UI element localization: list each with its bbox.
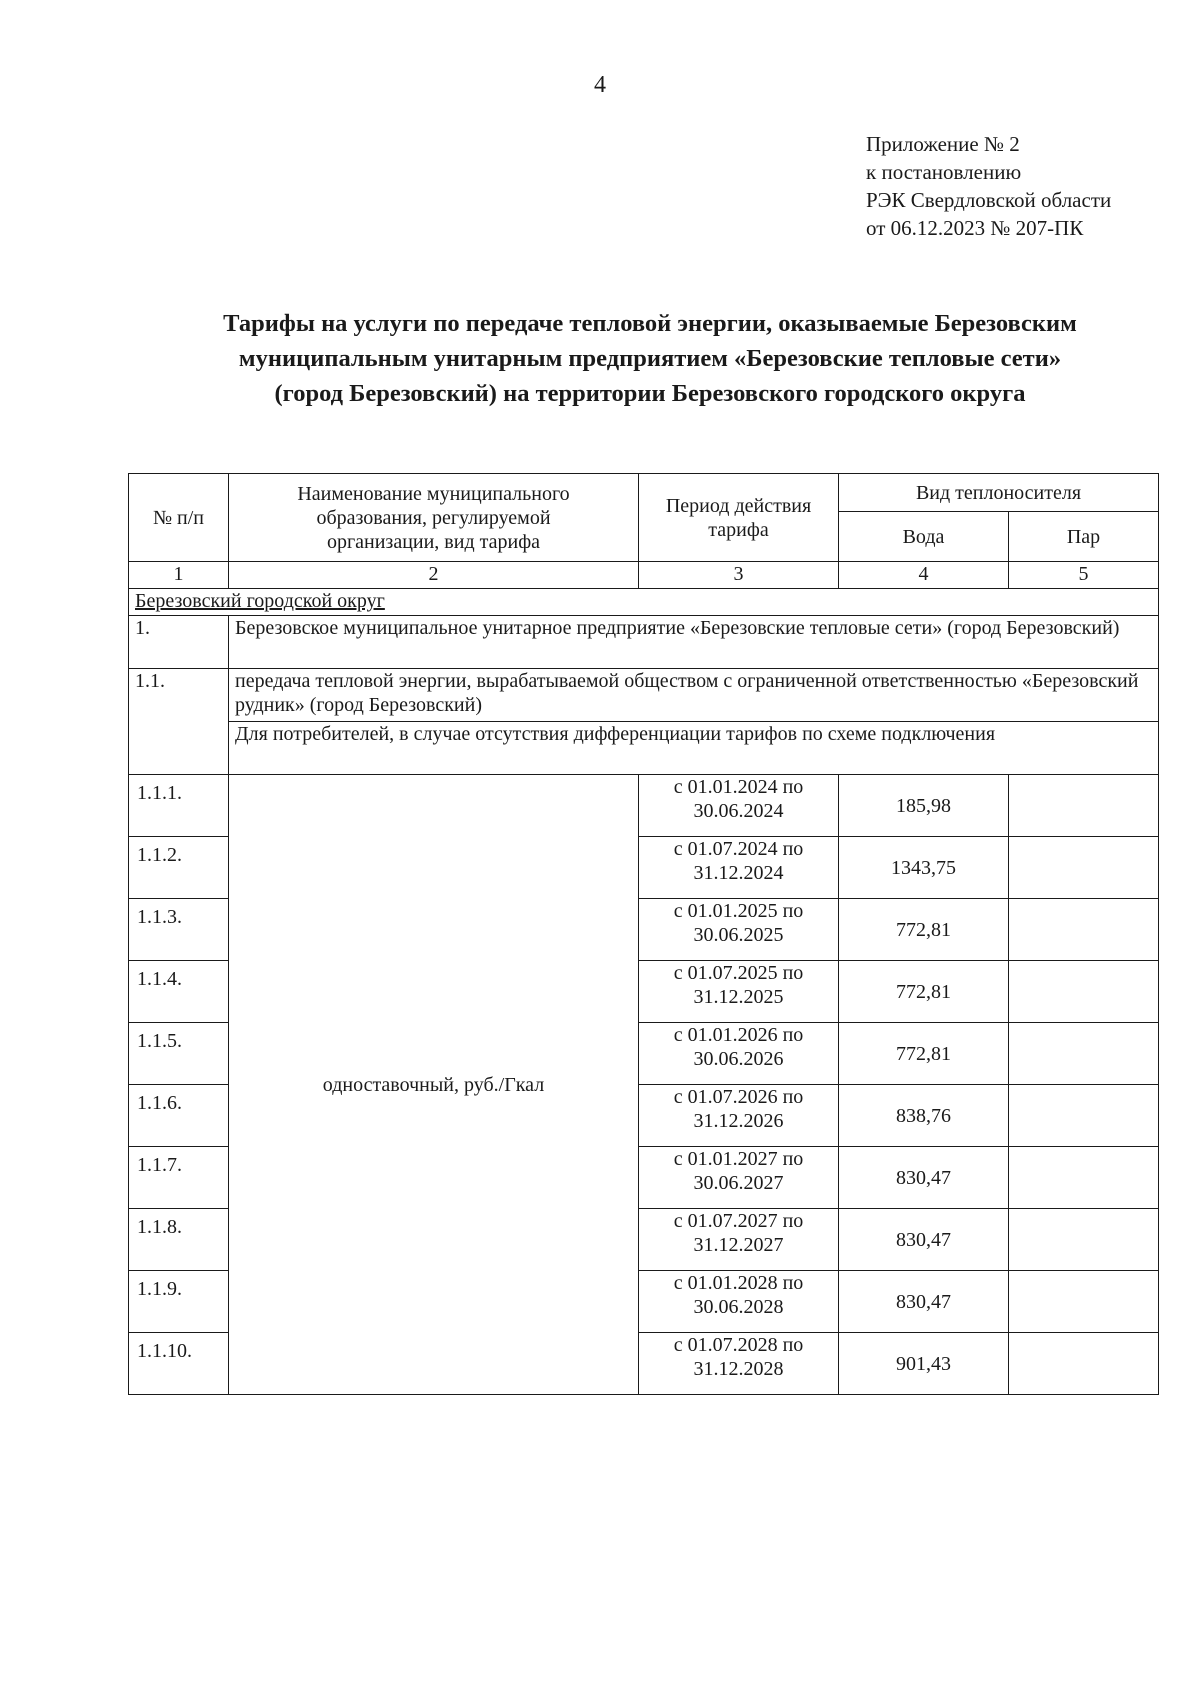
column-number: 1 <box>129 562 229 589</box>
consumers-row <box>129 722 1159 775</box>
period-to: 30.06.2028 <box>693 1296 784 1318</box>
water-tariff: 830,47 <box>839 1147 1009 1209</box>
water-tariff: 901,43 <box>839 1333 1009 1395</box>
row-code: 1.1.5. <box>129 1023 229 1085</box>
tariff-period <box>639 961 839 1023</box>
tariff-period <box>639 1271 839 1333</box>
table-row <box>129 775 1159 837</box>
row-code: 1.1.2. <box>129 837 229 899</box>
water-tariff: 185,98 <box>839 775 1009 837</box>
appendix-note <box>866 130 1111 242</box>
tariff-period <box>639 1333 839 1395</box>
section-title: Березовский городской округ <box>129 589 1159 616</box>
period-to: 31.12.2028 <box>693 1358 784 1380</box>
period-from: с 01.01.2026 по <box>673 1024 804 1046</box>
tariff-period <box>639 775 839 837</box>
period-from: с 01.01.2025 по <box>673 900 804 922</box>
row-code: 1.1.1. <box>129 775 229 837</box>
water-tariff: 838,76 <box>839 1085 1009 1147</box>
title-line: муниципальным унитарным предприятием «Березовские тепловые сети» <box>238 345 1062 372</box>
header-carrier: Вид теплоносителя <box>839 474 1159 512</box>
consumers-note: Для потребителей, в случае отсутствия дифференциации тарифов по схеме подключения <box>229 722 1159 775</box>
steam-tariff <box>1009 961 1159 1023</box>
period-from: с 01.01.2024 по <box>673 776 804 798</box>
tariff-period <box>639 1023 839 1085</box>
column-number: 4 <box>839 562 1009 589</box>
water-tariff: 1343,75 <box>839 837 1009 899</box>
header-period: Период действия тарифа <box>639 474 839 562</box>
column-number: 2 <box>229 562 639 589</box>
tariffs-table <box>128 473 1159 1395</box>
water-tariff: 772,81 <box>839 961 1009 1023</box>
title-line: Тарифы на услуги по передаче тепловой энергии, оказываемые Березовским <box>223 310 1077 337</box>
steam-tariff <box>1009 899 1159 961</box>
period-from: с 01.01.2027 по <box>673 1148 804 1170</box>
period-from: с 01.07.2026 по <box>673 1086 804 1108</box>
appendix-line: к постановлению <box>866 160 1022 184</box>
organization-name: Березовское муниципальное унитарное предприятие «Березовские тепловые сети» (город Березовский) <box>229 616 1159 669</box>
row-code: 1. <box>129 616 229 669</box>
column-number: 5 <box>1009 562 1159 589</box>
row-code: 1.1.10. <box>129 1333 229 1395</box>
page-number: 4 <box>594 72 606 98</box>
tariff-period <box>639 1085 839 1147</box>
header-water: Вода <box>839 512 1009 562</box>
appendix-line: Приложение № 2 <box>866 132 1020 156</box>
row-code: 1.1.8. <box>129 1209 229 1271</box>
column-number: 3 <box>639 562 839 589</box>
period-from: с 01.01.2028 по <box>673 1272 804 1294</box>
row-code: 1.1.7. <box>129 1147 229 1209</box>
title-line: (город Березовский) на территории Березовского городского округа <box>274 380 1026 407</box>
steam-tariff <box>1009 1023 1159 1085</box>
header-row <box>129 474 1159 512</box>
header-num: № п/п <box>129 474 229 562</box>
tariff-period <box>639 1209 839 1271</box>
water-tariff: 772,81 <box>839 899 1009 961</box>
period-from: с 01.07.2027 по <box>673 1210 804 1232</box>
period-from: с 01.07.2024 по <box>673 838 804 860</box>
period-to: 31.12.2024 <box>693 862 784 884</box>
period-to: 30.06.2026 <box>693 1048 784 1070</box>
steam-tariff <box>1009 775 1159 837</box>
period-to: 31.12.2026 <box>693 1110 784 1132</box>
period-to: 30.06.2024 <box>693 800 784 822</box>
organization-row <box>129 616 1159 669</box>
tariff-period <box>639 899 839 961</box>
service-row <box>129 669 1159 722</box>
row-code: 1.1.3. <box>129 899 229 961</box>
period-to: 31.12.2025 <box>693 986 784 1008</box>
section-row <box>129 589 1159 616</box>
period-from: с 01.07.2025 по <box>673 962 804 984</box>
tariff-type: одноставочный, руб./Гкал <box>229 775 639 1395</box>
tariff-rows <box>129 775 1159 1395</box>
tariff-period <box>639 1147 839 1209</box>
header-steam: Пар <box>1009 512 1159 562</box>
period-to: 30.06.2025 <box>693 924 784 946</box>
row-code: 1.1.9. <box>129 1271 229 1333</box>
tariff-period <box>639 837 839 899</box>
water-tariff: 772,81 <box>839 1023 1009 1085</box>
steam-tariff <box>1009 1333 1159 1395</box>
water-tariff: 830,47 <box>839 1209 1009 1271</box>
steam-tariff <box>1009 1147 1159 1209</box>
steam-tariff <box>1009 837 1159 899</box>
steam-tariff <box>1009 1271 1159 1333</box>
row-code: 1.1. <box>129 669 229 775</box>
period-from: с 01.07.2028 по <box>673 1334 804 1356</box>
period-to: 30.06.2027 <box>693 1172 784 1194</box>
row-code: 1.1.4. <box>129 961 229 1023</box>
header-name: Наименование муниципального образования, регулируемой организации, вид тарифа <box>229 474 639 562</box>
steam-tariff <box>1009 1085 1159 1147</box>
row-code: 1.1.6. <box>129 1085 229 1147</box>
document-title <box>150 306 1150 411</box>
appendix-line: РЭК Свердловской области <box>866 188 1112 212</box>
service-name: передача тепловой энергии, вырабатываемой обществом с ограниченной ответственностью «Березовский рудник» (город Березовский) <box>229 669 1159 722</box>
appendix-line: от 06.12.2023 № 207-ПК <box>866 216 1084 240</box>
column-numbers-row <box>129 562 1159 589</box>
water-tariff: 830,47 <box>839 1271 1009 1333</box>
period-to: 31.12.2027 <box>693 1234 784 1256</box>
steam-tariff <box>1009 1209 1159 1271</box>
